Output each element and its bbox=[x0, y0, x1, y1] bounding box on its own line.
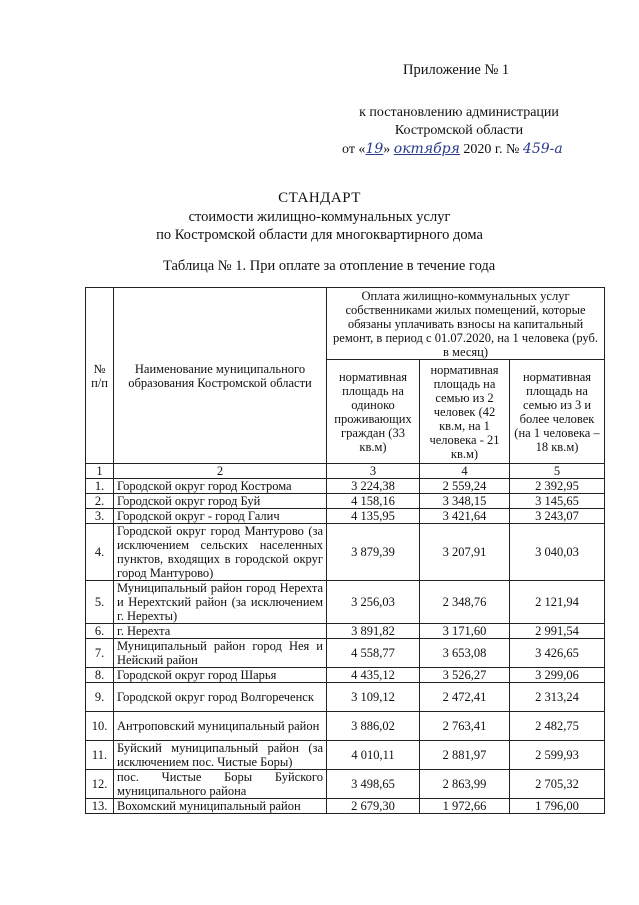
row-number: 1. bbox=[86, 479, 114, 494]
value-family3: 3 145,65 bbox=[510, 494, 605, 509]
value-single: 3 498,65 bbox=[327, 770, 420, 799]
table-row bbox=[86, 770, 605, 799]
row-number: 6. bbox=[86, 624, 114, 639]
row-number: 4. bbox=[86, 524, 114, 581]
value-family2: 2 472,41 bbox=[420, 683, 510, 712]
municipality-name: Муниципальный район город Нея и Нейский район bbox=[114, 639, 327, 668]
appendix-label: Приложение № 1 bbox=[403, 62, 510, 78]
municipality-name: Антроповский муниципальный район bbox=[114, 712, 327, 741]
value-family2: 3 421,64 bbox=[420, 509, 510, 524]
municipality-name: Городской округ город Мантурово (за исключением сельских населенных пунктов, входящих в городской округ город Мантурово) bbox=[114, 524, 327, 581]
value-single: 4 135,95 bbox=[327, 509, 420, 524]
table-caption: Таблица № 1. При оплате за отопление в течение года bbox=[163, 258, 496, 274]
index-cell: 4 bbox=[420, 464, 510, 479]
date-day-handwritten: 19 bbox=[365, 141, 384, 157]
value-family2: 3 207,91 bbox=[420, 524, 510, 581]
value-family2: 3 526,27 bbox=[420, 668, 510, 683]
value-single: 3 886,02 bbox=[327, 712, 420, 741]
date-year: 2020 г. № bbox=[463, 142, 520, 157]
municipality-name: Городской округ город Волгореченск bbox=[114, 683, 327, 712]
row-number: 8. bbox=[86, 668, 114, 683]
value-family3: 2 392,95 bbox=[510, 479, 605, 494]
value-single: 3 256,03 bbox=[327, 581, 420, 624]
row-number: 9. bbox=[86, 683, 114, 712]
value-family2: 3 171,60 bbox=[420, 624, 510, 639]
date-prefix: от « bbox=[342, 142, 366, 157]
value-single: 4 558,77 bbox=[327, 639, 420, 668]
table-row bbox=[86, 509, 605, 524]
value-family3: 3 243,07 bbox=[510, 509, 605, 524]
value-single: 3 109,12 bbox=[327, 683, 420, 712]
row-number: 11. bbox=[86, 741, 114, 770]
value-single: 4 010,11 bbox=[327, 741, 420, 770]
municipality-name: Городской округ город Шарья bbox=[114, 668, 327, 683]
value-family2: 2 559,24 bbox=[420, 479, 510, 494]
value-family3: 3 426,65 bbox=[510, 639, 605, 668]
value-family3: 2 599,93 bbox=[510, 741, 605, 770]
value-family2: 2 881,97 bbox=[420, 741, 510, 770]
header-group: Оплата жилищно-коммунальных услуг собственниками жилых помещений, которые обязаны уплачивать взносы на капитальный ремонт, в период с 01.07.2020, на 1 человека (руб. в месяц) bbox=[327, 288, 605, 360]
value-single: 3 224,38 bbox=[327, 479, 420, 494]
table-row bbox=[86, 581, 605, 624]
resolution-line: к постановлению администрации bbox=[359, 105, 559, 120]
header-sub-single: нормативная площадь на одиноко проживающих граждан (33 кв.м) bbox=[327, 360, 420, 464]
document-title: СТАНДАРТ bbox=[278, 190, 361, 206]
municipality-name: Городской округ - город Галич bbox=[114, 509, 327, 524]
row-number: 3. bbox=[86, 509, 114, 524]
row-number: 2. bbox=[86, 494, 114, 509]
table-row bbox=[86, 624, 605, 639]
value-family2: 2 348,76 bbox=[420, 581, 510, 624]
header-name: Наименование муниципального образования Костромской области bbox=[114, 288, 327, 464]
value-family2: 1 972,66 bbox=[420, 799, 510, 814]
row-number: 10. bbox=[86, 712, 114, 741]
doc-number-handwritten: 459-а bbox=[522, 141, 563, 157]
region-line: Костромской области bbox=[394, 123, 524, 138]
municipality-name: Городской округ город Буй bbox=[114, 494, 327, 509]
row-number: 12. bbox=[86, 770, 114, 799]
table-row bbox=[86, 712, 605, 741]
table-row bbox=[86, 668, 605, 683]
value-family3: 1 796,00 bbox=[510, 799, 605, 814]
value-single: 2 679,30 bbox=[327, 799, 420, 814]
index-cell: 5 bbox=[510, 464, 605, 479]
value-family3: 3 299,06 bbox=[510, 668, 605, 683]
value-family2: 3 348,15 bbox=[420, 494, 510, 509]
row-number: 13. bbox=[86, 799, 114, 814]
header-sub-family3: нормативная площадь на семью из 3 и более человек (на 1 человека – 18 кв.м) bbox=[510, 360, 605, 464]
value-single: 4 158,16 bbox=[327, 494, 420, 509]
document-subtitle-2: по Костромской области для многоквартирного дома bbox=[156, 227, 483, 243]
value-family3: 2 991,54 bbox=[510, 624, 605, 639]
date-month-handwritten: октября bbox=[393, 141, 460, 157]
value-single: 3 879,39 bbox=[327, 524, 420, 581]
header-sub-family2: нормативная площадь на семью из 2 человек (42 кв.м, на 1 человека - 21 кв.м) bbox=[420, 360, 510, 464]
date-sep: » bbox=[383, 142, 391, 157]
municipality-name: г. Нерехта bbox=[114, 624, 327, 639]
resolution-reference bbox=[342, 104, 566, 159]
value-family3: 3 040,03 bbox=[510, 524, 605, 581]
value-family3: 2 121,94 bbox=[510, 581, 605, 624]
document-subtitle-1: стоимости жилищно-коммунальных услуг bbox=[188, 209, 451, 225]
table-row bbox=[86, 799, 605, 814]
table-row bbox=[86, 639, 605, 668]
index-cell: 2 bbox=[114, 464, 327, 479]
cost-standard-table bbox=[85, 287, 605, 814]
date-line bbox=[342, 140, 566, 159]
municipality-name: Муниципальный район город Нерехта и Нерехтский район (за исключением г. Нерехты) bbox=[114, 581, 327, 624]
value-single: 3 891,82 bbox=[327, 624, 420, 639]
value-family2: 2 863,99 bbox=[420, 770, 510, 799]
municipality-name: Буйский муниципальный район (за исключением пос. Чистые Боры) bbox=[114, 741, 327, 770]
value-family3: 2 313,24 bbox=[510, 683, 605, 712]
table-row bbox=[86, 494, 605, 509]
municipality-name: пос. Чистые Боры Буйского муниципального района bbox=[114, 770, 327, 799]
index-cell: 3 bbox=[327, 464, 420, 479]
value-family3: 2 705,32 bbox=[510, 770, 605, 799]
value-single: 4 435,12 bbox=[327, 668, 420, 683]
header-num: № п/п bbox=[86, 288, 114, 464]
row-number: 7. bbox=[86, 639, 114, 668]
index-cell: 1 bbox=[86, 464, 114, 479]
table-row bbox=[86, 683, 605, 712]
value-family2: 3 653,08 bbox=[420, 639, 510, 668]
value-family2: 2 763,41 bbox=[420, 712, 510, 741]
table-row bbox=[86, 741, 605, 770]
table-row bbox=[86, 479, 605, 494]
row-number: 5. bbox=[86, 581, 114, 624]
municipality-name: Вохомский муниципальный район bbox=[114, 799, 327, 814]
table-row bbox=[86, 524, 605, 581]
value-family3: 2 482,75 bbox=[510, 712, 605, 741]
municipality-name: Городской округ город Кострома bbox=[114, 479, 327, 494]
